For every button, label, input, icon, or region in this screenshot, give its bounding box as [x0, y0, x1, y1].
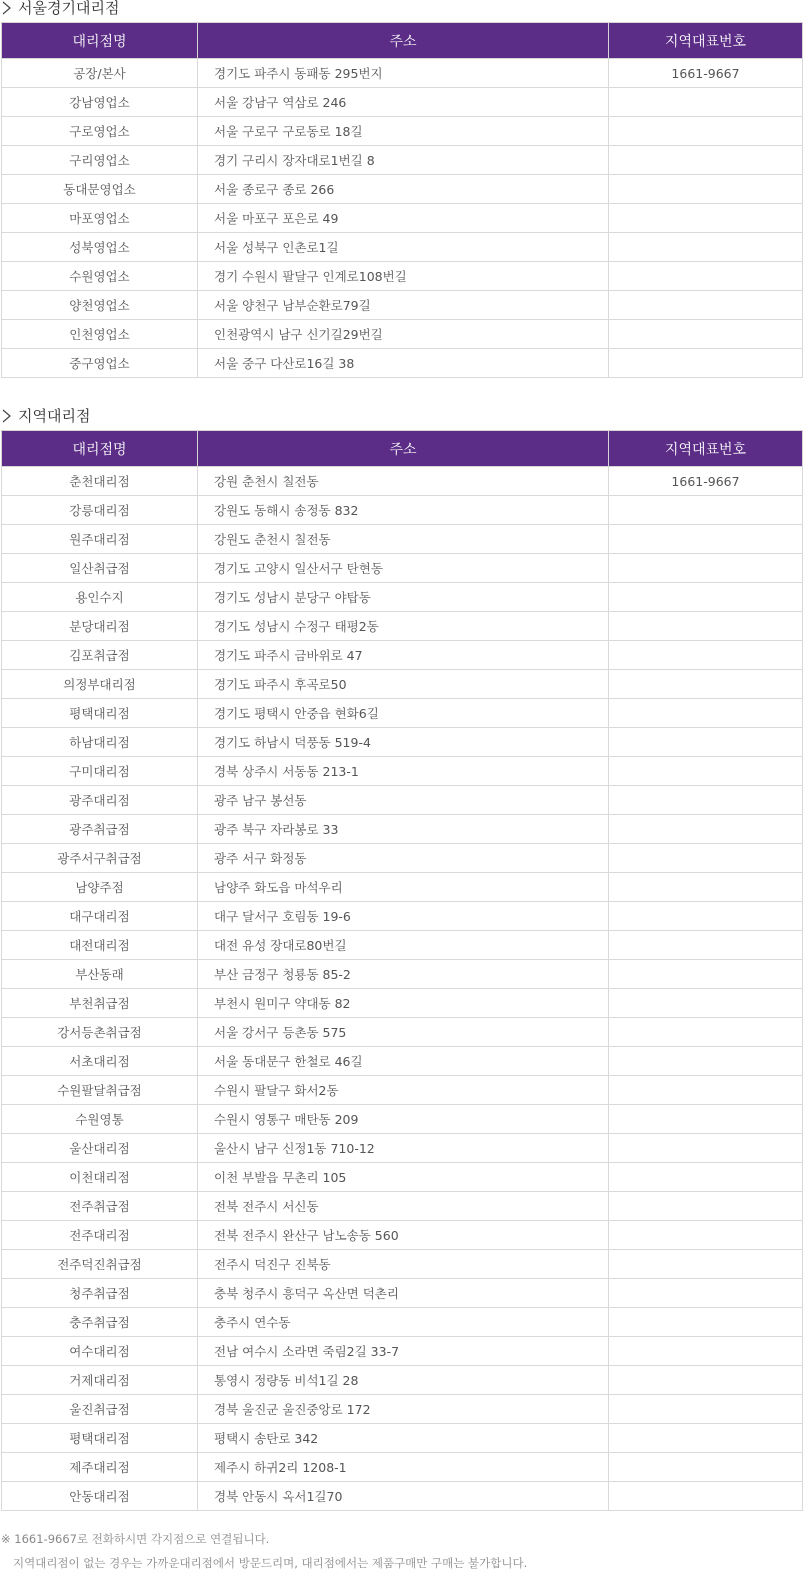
- address-cell: 부산 금정구 청룡동 85-2: [198, 960, 609, 989]
- phone-cell: [609, 146, 803, 175]
- address-cell: 전남 여수시 소라면 죽림2길 33-7: [198, 1337, 609, 1366]
- address-cell: 전북 전주시 서신동: [198, 1192, 609, 1221]
- column-header-address: 주소: [198, 23, 609, 59]
- section-spacer: [0, 378, 810, 408]
- address-cell: 서울 중구 다산로16길 38: [198, 349, 609, 378]
- table-header-row: [2, 23, 803, 59]
- phone-cell: [609, 1308, 803, 1337]
- address-cell: 경기 수원시 팔달구 인계로108번길: [198, 262, 609, 291]
- phone-cell: [609, 902, 803, 931]
- branch-name-cell: 성북영업소: [2, 233, 198, 262]
- address-cell: 서울 마포구 포은로 49: [198, 204, 609, 233]
- address-cell: 서울 동대문구 한철로 46길: [198, 1047, 609, 1076]
- address-cell: 경기도 평택시 안중읍 현화6길: [198, 699, 609, 728]
- address-cell: 서울 양천구 남부순환로79길: [198, 291, 609, 320]
- address-cell: 경기도 파주시 후곡로50: [198, 670, 609, 699]
- address-cell: 이천 부발읍 무촌리 105: [198, 1163, 609, 1192]
- footnote-call-info: ※ 1661-9667로 전화하시면 각지점으로 연결됩니다.: [1, 1532, 270, 1546]
- table-row: [2, 1192, 803, 1221]
- table-row: [2, 1395, 803, 1424]
- table-row: [2, 1221, 803, 1250]
- phone-cell: [609, 641, 803, 670]
- phone-cell: [609, 960, 803, 989]
- phone-cell: [609, 873, 803, 902]
- table-row: [2, 960, 803, 989]
- table-row: [2, 583, 803, 612]
- table-row: [2, 699, 803, 728]
- branch-name-cell: 용인수지: [2, 583, 198, 612]
- branch-name-cell: 제주대리점: [2, 1453, 198, 1482]
- section-regional: [0, 408, 810, 1511]
- address-cell: 수원시 팔달구 화서2동: [198, 1076, 609, 1105]
- table-row: [2, 496, 803, 525]
- table-row: [2, 525, 803, 554]
- phone-cell: [609, 989, 803, 1018]
- phone-cell: [609, 1192, 803, 1221]
- branch-name-cell: 수원팔달취급점: [2, 1076, 198, 1105]
- address-cell: 인천광역시 남구 신기길29번길: [198, 320, 609, 349]
- branch-name-cell: 하남대리점: [2, 728, 198, 757]
- address-cell: 대구 달서구 호림동 19-6: [198, 902, 609, 931]
- table-row: [2, 902, 803, 931]
- branch-name-cell: 구로영업소: [2, 117, 198, 146]
- table-row: [2, 1047, 803, 1076]
- address-cell: 강원도 동해시 송정동 832: [198, 496, 609, 525]
- address-cell: 통영시 정량동 비석1길 28: [198, 1366, 609, 1395]
- branch-name-cell: 대전대리점: [2, 931, 198, 960]
- table-row: [2, 146, 803, 175]
- branch-name-cell: 김포취급점: [2, 641, 198, 670]
- branch-name-cell: 남양주점: [2, 873, 198, 902]
- table-row: [2, 233, 803, 262]
- branch-name-cell: 양천영업소: [2, 291, 198, 320]
- phone-cell: [609, 175, 803, 204]
- branch-name-cell: 일산취급점: [2, 554, 198, 583]
- section-seoul-gyeonggi: [0, 0, 810, 378]
- address-cell: 경기도 성남시 분당구 야탑동: [198, 583, 609, 612]
- branch-name-cell: 울산대리점: [2, 1134, 198, 1163]
- branch-name-cell: 강릉대리점: [2, 496, 198, 525]
- phone-cell: [609, 320, 803, 349]
- address-cell: 강원 춘천시 칠전동: [198, 467, 609, 496]
- table-row: [2, 1018, 803, 1047]
- phone-cell: [609, 583, 803, 612]
- table-row: [2, 641, 803, 670]
- phone-cell: [609, 1395, 803, 1424]
- phone-cell: [609, 728, 803, 757]
- table-row: [2, 815, 803, 844]
- table-row: [2, 989, 803, 1018]
- address-cell: 전북 전주시 완산구 남노송동 560: [198, 1221, 609, 1250]
- address-cell: 대전 유성 장대로80번길: [198, 931, 609, 960]
- branch-name-cell: 광주서구취급점: [2, 844, 198, 873]
- phone-cell: [609, 291, 803, 320]
- branch-name-cell: 서초대리점: [2, 1047, 198, 1076]
- phone-cell: [609, 233, 803, 262]
- column-header-name: 대리점명: [2, 23, 198, 59]
- phone-cell: [609, 204, 803, 233]
- phone-cell: [609, 844, 803, 873]
- address-cell: 경기도 파주시 금바위로 47: [198, 641, 609, 670]
- table-row: [2, 1134, 803, 1163]
- address-cell: 경기도 고양시 일산서구 탄현동: [198, 554, 609, 583]
- section-title-text: 서울경기대리점: [18, 0, 120, 17]
- branch-name-cell: 동대문영업소: [2, 175, 198, 204]
- address-cell: 서울 구로구 구로동로 18길: [198, 117, 609, 146]
- branch-name-cell: 부천취급점: [2, 989, 198, 1018]
- table-row: [2, 349, 803, 378]
- table-row: [2, 59, 803, 88]
- branch-name-cell: 이천대리점: [2, 1163, 198, 1192]
- branch-name-cell: 의정부대리점: [2, 670, 198, 699]
- branch-name-cell: 거제대리점: [2, 1366, 198, 1395]
- chevron-right-icon: [1, 408, 14, 424]
- branch-name-cell: 마포영업소: [2, 204, 198, 233]
- branch-name-cell: 대구대리점: [2, 902, 198, 931]
- table-row: [2, 1279, 803, 1308]
- table-row: [2, 757, 803, 786]
- table-row: [2, 1163, 803, 1192]
- address-cell: 서울 종로구 종로 266: [198, 175, 609, 204]
- table-row: [2, 1337, 803, 1366]
- branch-name-cell: 강서등촌취급점: [2, 1018, 198, 1047]
- branch-name-cell: 부산동래: [2, 960, 198, 989]
- table-row: [2, 117, 803, 146]
- address-cell: 충북 청주시 흥덕구 옥산면 덕촌리: [198, 1279, 609, 1308]
- address-cell: 남양주 화도읍 마석우리: [198, 873, 609, 902]
- phone-cell: [609, 1279, 803, 1308]
- branch-name-cell: 전주대리점: [2, 1221, 198, 1250]
- phone-cell: [609, 88, 803, 117]
- phone-cell: [609, 262, 803, 291]
- table-row: [2, 262, 803, 291]
- phone-cell: [609, 1424, 803, 1453]
- address-cell: 광주 남구 봉선동: [198, 786, 609, 815]
- chevron-right-icon: [1, 0, 14, 16]
- address-cell: 서울 강서구 등촌동 575: [198, 1018, 609, 1047]
- footnote-visit-info: 지역대리점이 없는 경우는 가까운대리점에서 방문드리며, 대리점에서는 제품구매만 구매는 불가합니다.: [13, 1556, 528, 1570]
- column-header-phone: 지역대표번호: [609, 23, 803, 59]
- table-row: [2, 554, 803, 583]
- table-row: [2, 612, 803, 641]
- branch-name-cell: 광주대리점: [2, 786, 198, 815]
- footnotes: [0, 1527, 810, 1575]
- branch-name-cell: 청주취급점: [2, 1279, 198, 1308]
- table-row: [2, 1482, 803, 1511]
- address-cell: 경북 안동시 옥서1길70: [198, 1482, 609, 1511]
- address-cell: 울산시 남구 신정1동 710-12: [198, 1134, 609, 1163]
- branch-name-cell: 충주취급점: [2, 1308, 198, 1337]
- section-title: [0, 408, 810, 430]
- address-cell: 서울 성북구 인촌로1길: [198, 233, 609, 262]
- address-cell: 경북 상주시 서동동 213-1: [198, 757, 609, 786]
- table-row: [2, 1453, 803, 1482]
- phone-cell: [609, 1453, 803, 1482]
- address-cell: 서울 강남구 역삼로 246: [198, 88, 609, 117]
- address-cell: 평택시 송탄로 342: [198, 1424, 609, 1453]
- phone-cell: [609, 1221, 803, 1250]
- branch-name-cell: 평택대리점: [2, 1424, 198, 1453]
- phone-cell: [609, 349, 803, 378]
- branch-name-cell: 광주취급점: [2, 815, 198, 844]
- address-cell: 경기 구리시 장자대로1번길 8: [198, 146, 609, 175]
- table-row: [2, 88, 803, 117]
- branch-table: [1, 22, 803, 378]
- table-row: [2, 1076, 803, 1105]
- table-row: [2, 1424, 803, 1453]
- phone-cell: [609, 1105, 803, 1134]
- phone-cell: [609, 612, 803, 641]
- table-header-row: [2, 431, 803, 467]
- phone-cell: [609, 786, 803, 815]
- phone-cell: [609, 931, 803, 960]
- phone-cell: [609, 554, 803, 583]
- phone-cell: [609, 1018, 803, 1047]
- phone-cell: [609, 757, 803, 786]
- address-cell: 광주 서구 화정동: [198, 844, 609, 873]
- column-header-address: 주소: [198, 431, 609, 467]
- phone-cell: [609, 117, 803, 146]
- phone-cell: [609, 1337, 803, 1366]
- phone-cell: [609, 525, 803, 554]
- branch-name-cell: 중구영업소: [2, 349, 198, 378]
- address-cell: 전주시 덕진구 진북동: [198, 1250, 609, 1279]
- phone-cell: [609, 1134, 803, 1163]
- branch-name-cell: 안동대리점: [2, 1482, 198, 1511]
- address-cell: 경북 울진군 울진중앙로 172: [198, 1395, 609, 1424]
- branch-name-cell: 인천영업소: [2, 320, 198, 349]
- address-cell: 광주 북구 자라봉로 33: [198, 815, 609, 844]
- table-row: [2, 728, 803, 757]
- address-cell: 강원도 춘천시 칠전동: [198, 525, 609, 554]
- address-cell: 경기도 파주시 동패동 295번지: [198, 59, 609, 88]
- phone-cell: [609, 1163, 803, 1192]
- address-cell: 경기도 성남시 수정구 태평2동: [198, 612, 609, 641]
- table-row: [2, 1105, 803, 1134]
- branch-name-cell: 전주취급점: [2, 1192, 198, 1221]
- phone-cell: [609, 699, 803, 728]
- address-cell: 충주시 연수동: [198, 1308, 609, 1337]
- phone-cell: [609, 670, 803, 699]
- table-row: [2, 1308, 803, 1337]
- table-row: [2, 1250, 803, 1279]
- column-header-phone: 지역대표번호: [609, 431, 803, 467]
- address-cell: 수원시 영통구 매탄동 209: [198, 1105, 609, 1134]
- branch-name-cell: 공장/본사: [2, 59, 198, 88]
- branch-name-cell: 원주대리점: [2, 525, 198, 554]
- branch-name-cell: 평택대리점: [2, 699, 198, 728]
- branch-table: [1, 430, 803, 1511]
- table-row: [2, 670, 803, 699]
- section-title-text: 지역대리점: [18, 407, 91, 425]
- branch-name-cell: 여수대리점: [2, 1337, 198, 1366]
- branch-name-cell: 강남영업소: [2, 88, 198, 117]
- address-cell: 제주시 하귀2리 1208-1: [198, 1453, 609, 1482]
- phone-cell: [609, 1482, 803, 1511]
- phone-cell: [609, 1366, 803, 1395]
- table-row: [2, 175, 803, 204]
- address-cell: 부천시 원미구 약대동 82: [198, 989, 609, 1018]
- phone-cell: [609, 1076, 803, 1105]
- phone-cell: [609, 1250, 803, 1279]
- branch-name-cell: 수원영통: [2, 1105, 198, 1134]
- phone-cell: [609, 815, 803, 844]
- phone-cell: [609, 496, 803, 525]
- table-row: [2, 786, 803, 815]
- table-row: [2, 1366, 803, 1395]
- section-title: [0, 0, 810, 22]
- branch-name-cell: 구미대리점: [2, 757, 198, 786]
- branch-name-cell: 울진취급점: [2, 1395, 198, 1424]
- table-row: [2, 873, 803, 902]
- branch-name-cell: 전주덕진취급점: [2, 1250, 198, 1279]
- branch-name-cell: 춘천대리점: [2, 467, 198, 496]
- phone-cell: 1661-9667: [609, 59, 803, 88]
- branch-name-cell: 분당대리점: [2, 612, 198, 641]
- column-header-name: 대리점명: [2, 431, 198, 467]
- phone-cell: [609, 1047, 803, 1076]
- table-row: [2, 291, 803, 320]
- table-row: [2, 844, 803, 873]
- branch-name-cell: 구리영업소: [2, 146, 198, 175]
- phone-cell: 1661-9667: [609, 467, 803, 496]
- table-row: [2, 320, 803, 349]
- branch-name-cell: 수원영업소: [2, 262, 198, 291]
- address-cell: 경기도 하남시 덕풍동 519-4: [198, 728, 609, 757]
- table-row: [2, 467, 803, 496]
- table-row: [2, 204, 803, 233]
- table-row: [2, 931, 803, 960]
